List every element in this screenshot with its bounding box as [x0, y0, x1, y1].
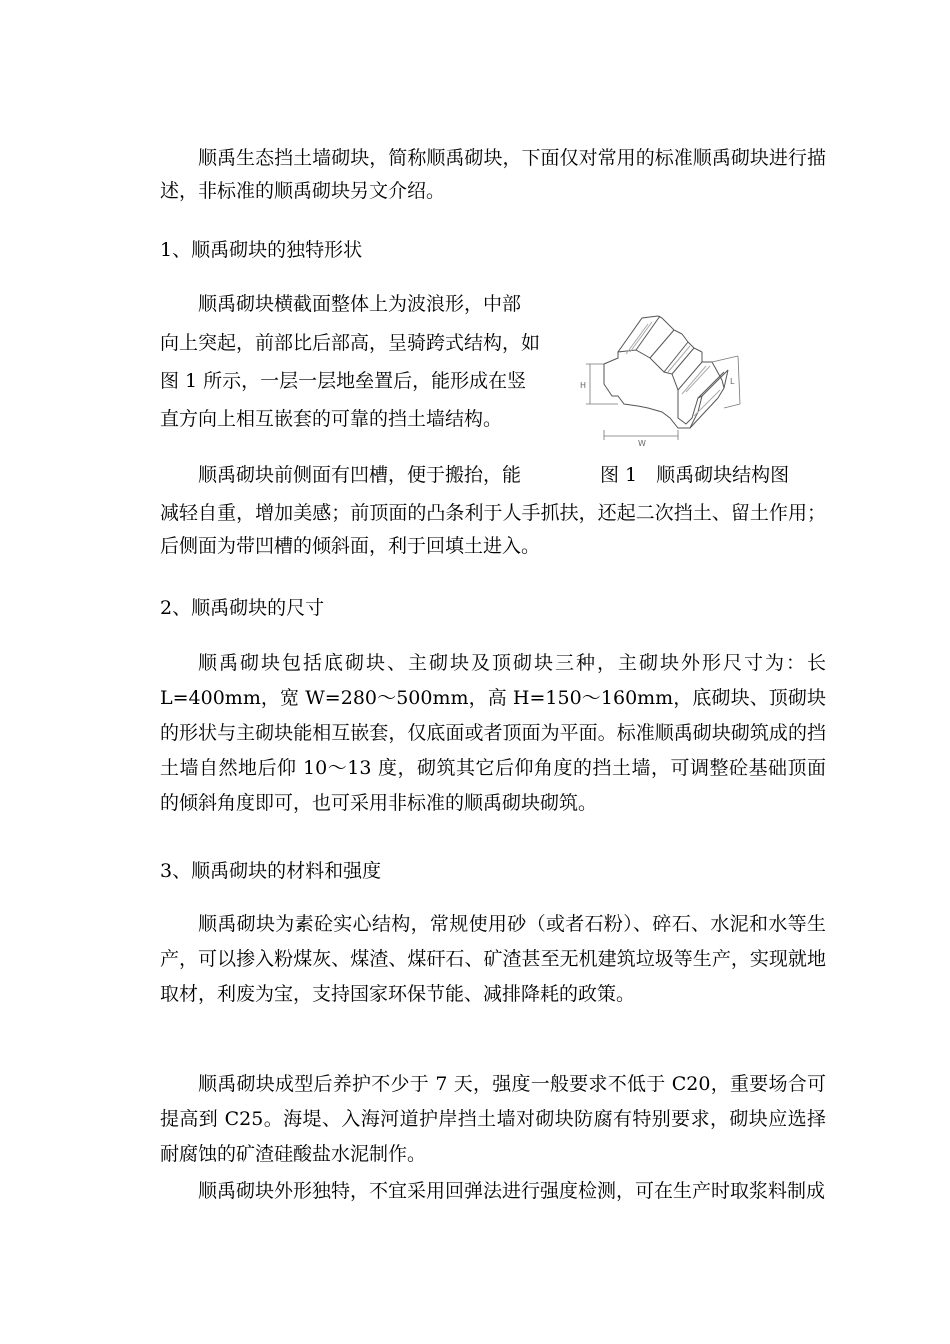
figure-caption: 图 1 顺禹砌块结构图: [600, 464, 790, 486]
section-1-heading: 1、顺禹砌块的独特形状: [160, 239, 363, 261]
s1-p1-line-4: 直方向上相互嵌套的可靠的挡土墙结构。: [160, 408, 503, 430]
intro-paragraph: 顺禹生态挡土墙砌块，简称顺禹砌块，下面仅对常用的标准顺禹砌块进行描述，非标准的顺禹砌块另文介绍。: [160, 147, 826, 202]
s1-p1-line-1: 顺禹砌块横截面整体上为波浪形，中部: [198, 293, 522, 315]
section-3-heading: 3、顺禹砌块的材料和强度: [160, 860, 382, 882]
s3-paragraph-1: 顺禹砌块为素砼实心结构，常规使用砂（或者石粉）、碎石、水泥和水等生产，可以掺入粉煤灰、煤渣、煤矸石、矿渣甚至无机建筑垃圾等生产，实现就地取材，利废为宝，支持国家环保节能、减排降耗的政策。: [160, 913, 826, 1005]
section-2-heading: 2、顺禹砌块的尺寸: [160, 597, 325, 619]
dimension-w-label: W: [638, 439, 646, 448]
s1-p2-first-line: 顺禹砌块前侧面有凹槽，便于搬抬，能: [198, 464, 522, 486]
s1-p1-line-2: 向上突起，前部比后部高，呈骑跨式结构，如: [160, 332, 541, 354]
s3-paragraph-3: 顺禹砌块外形独特，不宜采用回弹法进行强度检测，可在生产时取浆料制成: [198, 1180, 826, 1202]
dimension-h-label: H: [580, 381, 587, 390]
s1-p2-rest: 减轻自重，增加美感；前顶面的凸条利于人手抓扶，还起二次挡土、留土作用；后侧面为带凹槽的倾斜面，利于回填土进入。: [160, 502, 826, 557]
s3-paragraph-2: 顺禹砌块成型后养护不少于 7 天，强度一般要求不低于 C20，重要场合可提高到 C25。海堤、入海河道护岸挡土墙对砌块防腐有特别要求，砌块应选择耐腐蚀的矿渣硅酸盐水泥制作。: [160, 1073, 826, 1165]
s2-paragraph: 顺禹砌块包括底砌块、主砌块及顶砌块三种，主砌块外形尺寸为：长 L=400mm，宽 W=280～500mm，高 H=150～160mm，底砌块、顶砌块的形状与主砌块能相互嵌套，仅底面或者顶面为平面。标准顺禹砌块砌筑成的挡土墙自然地后仰 10～13 度，砌筑其它后仰角度的挡土墙，可调整砼基础顶面的倾斜角度即可，也可采用非标准的顺禹砌块砌筑。: [160, 652, 826, 814]
dimension-l-label: L: [730, 377, 735, 386]
s1-p1-line-3: 图 1 所示，一层一层地垒置后，能形成在竖: [160, 370, 527, 392]
block-structure-figure: [578, 300, 748, 450]
